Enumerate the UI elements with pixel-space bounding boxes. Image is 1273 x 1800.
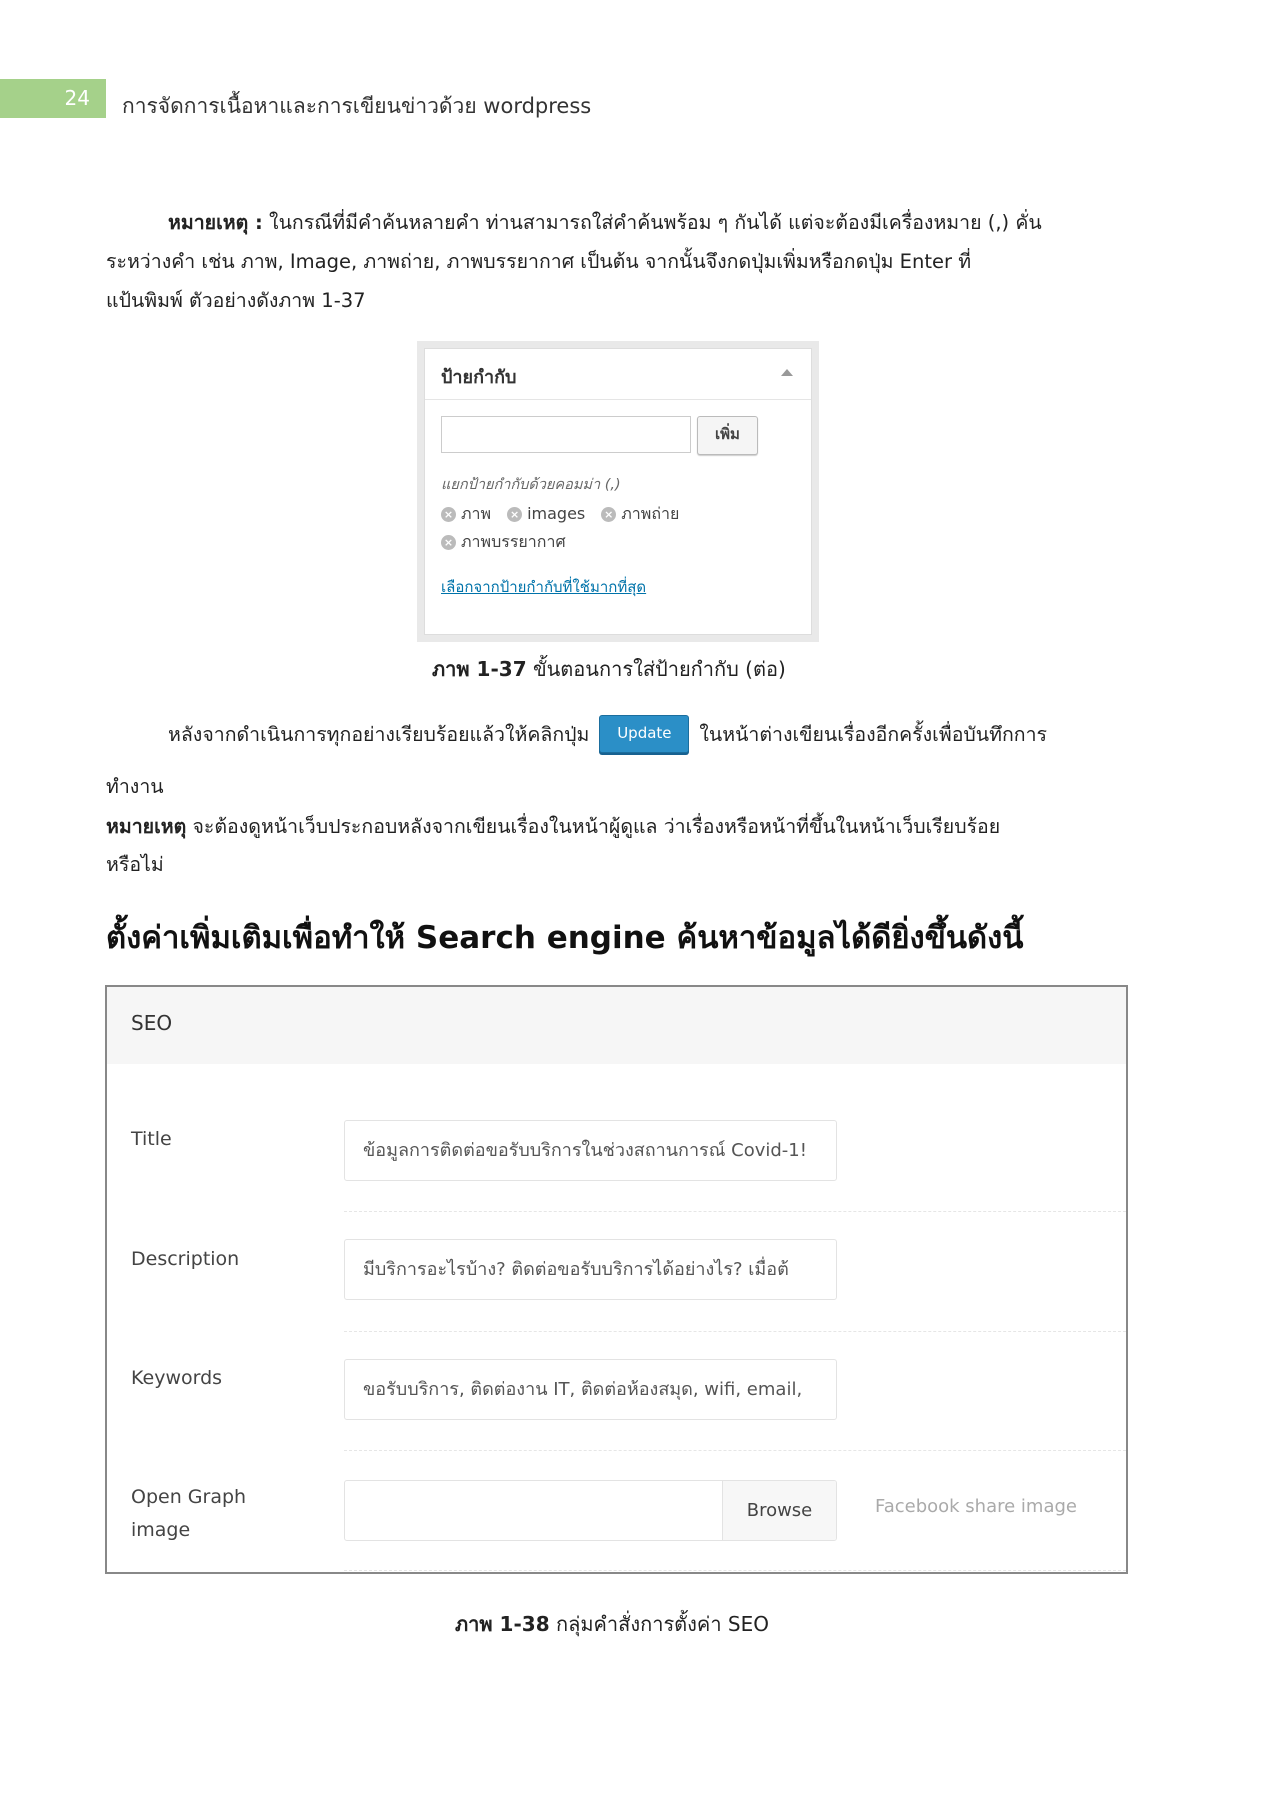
seo-title-input[interactable]: ข้อมูลการติดต่อขอรับบริการในช่วงสถานการณ์ Covid-1! [344, 1120, 837, 1181]
tags-panel-header[interactable] [425, 349, 811, 400]
seo-description-input[interactable]: มีบริการอะไรบ้าง? ติดต่อขอรับบริการได้อย่างไร? เมื่อต้ [344, 1239, 837, 1300]
description-label: Description [131, 1248, 240, 1270]
keywords-label: Keywords [131, 1367, 223, 1389]
tags-panel-title: ป้ายกำกับ [441, 367, 517, 388]
collapse-arrow-icon[interactable] [781, 369, 793, 376]
para2-line-1a: หลังจากดำเนินการทุกอย่างเรียบร้อยแล้วให้คลิกปุ่ม [168, 722, 590, 746]
seo-panel-screenshot [105, 985, 1128, 1574]
divider [344, 1570, 1126, 1571]
note-text: จะต้องดูหน้าเว็บประกอบหลังจากเขียนเรื่องในหน้าผู้ดูแล ว่าเรื่องหรือหน้าที่ขึ้นในหน้าเว็บเรียบร้อย [186, 815, 1001, 838]
tag-chip [441, 503, 491, 525]
page-number: 24 [0, 79, 106, 118]
tag-label: ภาพ [461, 504, 492, 523]
seo-keywords-input[interactable]: ขอรับบริการ, ติดต่องาน IT, ติดต่อห้องสมุด, wifi, email, [344, 1359, 837, 1420]
divider [344, 1450, 1126, 1451]
section-heading: ตั้งค่าเพิ่มเติมเพื่อทำให้ Search engine ค้นหาข้อมูลได้ดียิ่งขึ้นดังนี้ [106, 920, 1024, 956]
caption-text: กลุ่มคำสั่งการตั้งค่า SEO [549, 1612, 769, 1636]
note-text: ในกรณีที่มีคำค้นหลายคำ ท่านสามารถใส่คำค้นพร้อม ๆ กันได้ แต่จะต้องมีเครื่องหมาย (,) คั่น [262, 211, 1042, 234]
most-used-tags-link[interactable]: เลือกจากป้ายกำกับที่ใช้มากที่สุด [441, 578, 647, 596]
note2-line-2: หรือไม่ [106, 853, 164, 876]
para2-line-1b: ในหน้าต่างเขียนเรื่องอีกครั้งเพื่อบันทึกการ [699, 722, 1048, 746]
divider [344, 1211, 1126, 1212]
note-line-3: แป้นพิมพ์ ตัวอย่างดังภาพ 1-37 [106, 289, 366, 312]
note2-line-1 [106, 811, 1000, 842]
caption-number: ภาพ 1-37 [432, 657, 527, 681]
divider [344, 1331, 1126, 1332]
caption-text: ขั้นตอนการใส่ป้ายกำกับ (ต่อ) [526, 657, 786, 681]
remove-tag-icon[interactable]: × [441, 507, 456, 522]
tag-list [441, 503, 795, 553]
og-label-line-1: Open Graph [131, 1486, 247, 1508]
figure-caption-1-37 [432, 653, 786, 685]
running-title: การจัดการเนื้อหาและการเขียนข่าวด้วย wordpress [122, 94, 592, 118]
og-image-label [131, 1481, 246, 1547]
seo-title: SEO [131, 1011, 173, 1035]
note-line-1 [168, 207, 1042, 238]
tags-panel-screenshot [417, 341, 819, 642]
note-line-2: ระหว่างคำ เช่น ภาพ, Image, ภาพถ่าย, ภาพบรรยากาศ เป็นต้น จากนั้นจึงกดปุ่มเพิ่มหรือกดปุ่ม Enter ที่ [106, 250, 972, 273]
og-image-input[interactable] [344, 1480, 837, 1541]
para2-line-1 [168, 714, 1047, 754]
title-label: Title [131, 1128, 172, 1150]
remove-tag-icon[interactable]: × [601, 507, 616, 522]
tag-input[interactable] [441, 416, 691, 453]
remove-tag-icon[interactable]: × [507, 507, 522, 522]
note-label: หมายเหตุ : [168, 211, 263, 234]
para2-line-2: ทำงาน [106, 775, 164, 798]
caption-number: ภาพ 1-38 [455, 1612, 550, 1636]
tag-label: ภาพถ่าย [621, 504, 680, 523]
update-button[interactable]: Update [599, 715, 689, 753]
tag-label: images [527, 504, 586, 523]
browse-button[interactable]: Browse [722, 1481, 836, 1540]
figure-caption-1-38 [455, 1608, 769, 1640]
note-label: หมายเหตุ [106, 815, 187, 838]
remove-tag-icon[interactable]: × [441, 535, 456, 550]
og-image-hint: Facebook share image [875, 1496, 1077, 1517]
tag-label: ภาพบรรยากาศ [461, 532, 566, 551]
og-label-line-2: image [131, 1519, 191, 1541]
add-tag-button[interactable]: เพิ่ม [697, 416, 758, 455]
seo-panel-header [107, 987, 1126, 1064]
tag-chip [601, 503, 679, 525]
tag-chip [441, 531, 566, 553]
tag-hint: แยกป้ายกำกับด้วยคอมม่า (,) [441, 477, 621, 493]
tag-chip [507, 503, 585, 525]
